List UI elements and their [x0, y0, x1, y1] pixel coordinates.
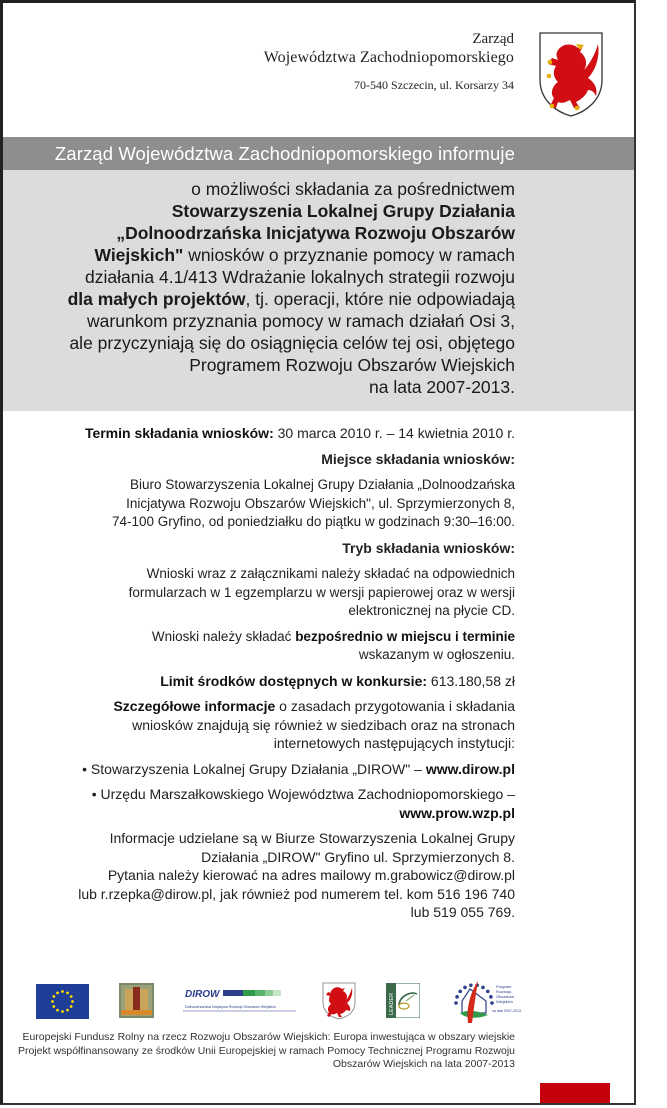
mode-direct: Wnioski należy składać bezpośrednio w miejscu i terminie wskazanym w ogłoszeniu.	[151, 628, 515, 662]
prow-star	[489, 995, 493, 999]
funding-limit	[0, 672, 515, 691]
svg-text:DIROW: DIROW	[185, 989, 220, 1000]
svg-text:Rozwoju: Rozwoju	[496, 989, 512, 994]
intro-line: warunkom przyznania pomocy w ramach działań Osi 3,	[87, 311, 515, 331]
announcement-body	[0, 424, 515, 929]
intro-text	[0, 178, 515, 398]
issuer-address: 70-540 Szczecin, ul. Korsarzy 34	[354, 78, 514, 92]
issuer-line1: Zarząd	[472, 31, 514, 47]
announcement-banner	[3, 137, 634, 170]
prow-star	[481, 986, 485, 990]
footer-line: Europejski Fundusz Rolny na rzecz Rozwoju Obszarów Wiejskich: Europa inwestująca w obszary wiejskie	[22, 1031, 515, 1043]
eu-star	[51, 1000, 54, 1003]
intro-line: dla małych projektów, tj. operacji, które nie odpowiadają	[67, 289, 515, 309]
intro-line: Stowarzyszenia Lokalnej Grupy Działania	[171, 201, 515, 221]
prow-star	[463, 986, 467, 990]
eu-star	[56, 991, 59, 994]
prow-star	[455, 995, 459, 999]
intro-line: „Dolnoodrzańska Inicjatywa Rozwoju Obszarów	[116, 223, 515, 243]
eu-star	[70, 1005, 73, 1008]
griffin-coat-of-arms-icon	[536, 30, 606, 118]
eu-star	[56, 1009, 59, 1012]
griffin-coat-of-arms-icon	[321, 981, 357, 1020]
intro-line: ale przyczyniają się do osiągnięcia celów tej osi, objętego	[69, 333, 515, 353]
red-accent-block	[540, 1083, 610, 1105]
issuer-line2: Województwa Zachodniopomorskiego	[263, 49, 514, 66]
sponsor-logos	[3, 978, 634, 1020]
link-item-prow: • Urzędu Marszałkowskiego Województwa Zachodniopomorskiego – www.prow.wzp.pl	[91, 786, 515, 821]
intro-line: o możliwości składania za pośrednictwem	[191, 179, 515, 199]
lgd-logo-icon	[119, 983, 154, 1018]
dirow-logo-graphic	[183, 984, 298, 1016]
footer-line: Projekt współfinansowany ze środków Unii Europejskiej w ramach Pomocy Technicznej Programu Rozwoju	[17, 1044, 515, 1057]
limit-label: Limit środków dostępnych w konkursie:	[160, 672, 428, 689]
eu-star	[66, 991, 69, 994]
place-text: Biuro Stowarzyszenia Lokalnej Grupy Działania „Dolnoodzańska Inicjatywa Rozwoju Obszarów Wiejskich", ul. Sprzymierzonych 8, 74-100 Gryfino, od poniedziałku do piątku w godzinach 9:30–16:00.	[111, 477, 515, 529]
prow-link[interactable]: www.prow.wzp.pl	[399, 804, 515, 821]
eu-star	[52, 995, 55, 998]
eu-star	[61, 1010, 64, 1013]
dirow-logo	[183, 984, 298, 1016]
link-item-dirow: • Stowarzyszenia Lokalnej Grupy Działania „DIROW" – www.dirow.pl	[82, 760, 515, 777]
prow-star	[486, 990, 490, 994]
mode-heading: Tryb składania wniosków:	[342, 539, 515, 556]
eu-flag-icon	[36, 984, 89, 1019]
svg-text:LEADER: LEADER	[389, 992, 395, 1015]
banner-title: Zarząd Województwa Zachodniopomorskiego informuje	[54, 143, 515, 164]
place-heading: Miejsce składania wniosków:	[321, 450, 515, 467]
issuer-header	[264, 31, 514, 92]
svg-text:Program: Program	[496, 984, 512, 989]
eu-star	[52, 1005, 55, 1008]
eu-star	[66, 1009, 69, 1012]
eu-star	[61, 990, 64, 993]
intro-block	[3, 170, 634, 411]
prow-star	[454, 1001, 458, 1005]
mode-text: Wnioski wraz z załącznikami należy składać na odpowiednich formularzach w 1 egzemplarzu w wersji papierowej oraz w wersji elektronicznej na płycie CD.	[128, 566, 515, 618]
deadline	[0, 424, 515, 443]
deadline-label: Termin składania wniosków:	[84, 425, 274, 441]
limit-value: 613.180,58 zł	[427, 672, 515, 689]
eu-star	[71, 1000, 74, 1003]
intro-line: działania 4.1/413 Wdrażanie lokalnych strategii rozwoju	[85, 267, 515, 287]
prow-star	[469, 983, 473, 987]
intro-line: na lata 2007-2013.	[369, 377, 515, 397]
svg-text:Obszarów: Obszarów	[496, 994, 515, 999]
intro-line: Programem Rozwoju Obszarów Wiejskich	[189, 355, 515, 375]
prow-star	[458, 990, 462, 994]
deadline-value: 30 marca 2010 r. – 14 kwietnia 2010 r.	[273, 425, 515, 441]
dirow-link[interactable]: www.dirow.pl	[425, 760, 515, 777]
eu-star	[70, 995, 73, 998]
svg-text:Dolnoodrzańska Inicjatywa Rozw: Dolnoodrzańska Inicjatywa Rozwoju Obszarów Wiejskich	[185, 1005, 276, 1009]
svg-text:Wiejskich: Wiejskich	[496, 999, 513, 1004]
details-text: Szczegółowe informacje o zasadach przygotowania i składania wniosków znajdują się również w siedzibach oraz na stronach internetowych następujących instytucji:	[113, 698, 515, 751]
leader-logo-icon	[386, 983, 420, 1018]
contact-info: Informacje udzielane są w Biurze Stowarzyszenia Lokalnej Grupy Działania „DIROW" Gryfino ul. Sprzymierzonych 8. Pytania należy kierować na adres mailowy m.grabowicz@dirow.pl lub r.rzepka@dirow.pl, jak również pod numerem tel. kom 516 196 740 lub 519 055 769.	[78, 830, 515, 920]
intro-line: Wiejskich" wniosków o przyznanie pomocy w ramach	[94, 245, 515, 265]
footer-line: Obszarów Wiejskich na lata 2007-2013	[332, 1058, 515, 1070]
prow-logo-icon	[448, 979, 523, 1024]
svg-text:na lata 2007-2013: na lata 2007-2013	[492, 1009, 521, 1013]
prow-star	[490, 1001, 494, 1005]
funding-footer	[0, 1031, 515, 1072]
